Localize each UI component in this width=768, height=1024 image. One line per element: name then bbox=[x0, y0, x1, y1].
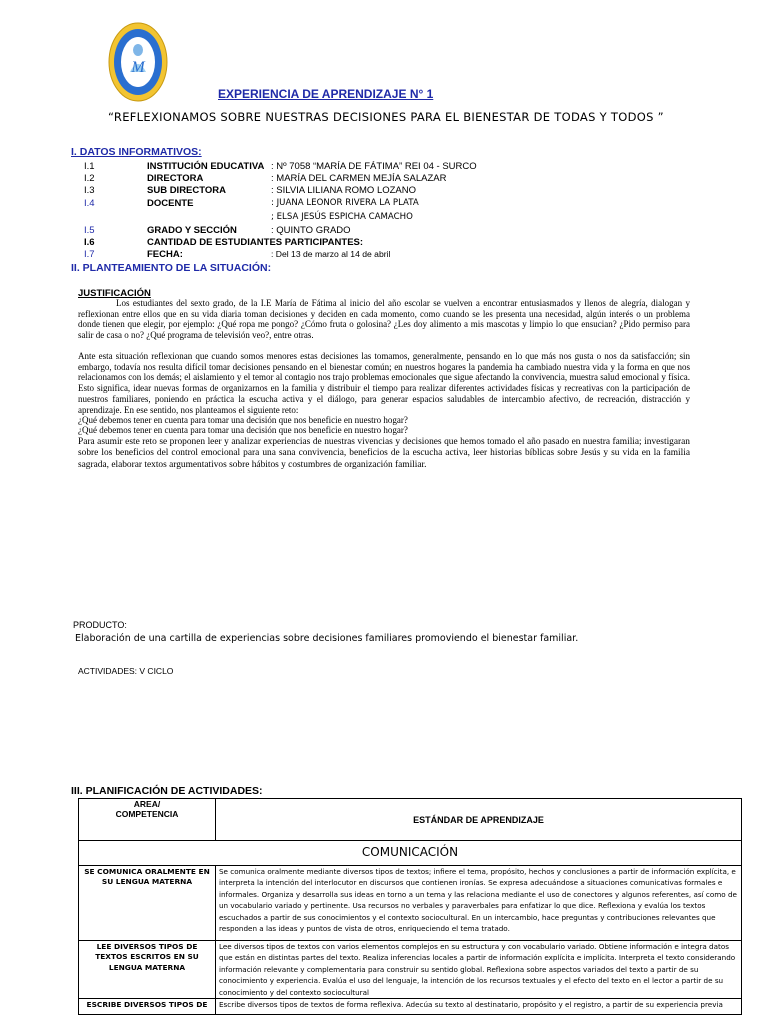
info-row-number: I.2 bbox=[84, 173, 95, 184]
info-row-value: : MARÍA DEL CARMEN MEJÍA SALAZAR bbox=[271, 173, 447, 184]
header-area-competency bbox=[79, 799, 216, 841]
info-row-value: : QUINTO GRADO bbox=[271, 225, 351, 236]
document-subtitle: “REFLEXIONAMOS SOBRE NUESTRAS DECISIONES PARA EL BIENESTAR DE TODAS Y TODOS ” bbox=[108, 110, 664, 124]
info-row-number: I.4 bbox=[84, 198, 95, 209]
info-row-label: FECHA: bbox=[147, 249, 183, 260]
section-planificacion-heading: III. PLANIFICACIÓN DE ACTIVIDADES: bbox=[71, 785, 263, 797]
info-row-label: GRADO Y SECCIÓN bbox=[147, 225, 237, 236]
info-row-label: INSTITUCIÓN EDUCATIVA bbox=[147, 161, 265, 172]
justification-heading: JUSTIFICACIÓN bbox=[78, 288, 151, 299]
info-row-value: : Nº 7058 “MARÍA DE FÁTIMA” REI 04 - SURCO bbox=[271, 161, 477, 172]
info-row-number: I.5 bbox=[84, 225, 95, 236]
table-row bbox=[79, 999, 742, 1015]
standard-cell: Se comunica oralmente mediante diversos tipos de textos; infiere el tema, propósito, hechos y conclusiones a partir de información explícita, e interpreta la intención del interlocutor en discursos que contienen ironías. Se expresa adecuándose a situaciones comunicativas formales e informales. Organiza y desarrolla sus ideas en torno a un tema y las relaciona mediante el uso de conectores y algunos referentes, así como de un vocabulario variado y pertinente. Usa recursos no verbales y paraverbales para enfatizar lo que dice. Reflexiona y evalúa los textos escuchados a partir de sus conocimientos y el contexto sociocultural. En un intercambio, hace preguntas y contribuciones relevantes que responden a las ideas y puntos de vista de otros, enriqueciendo el tema tratado. bbox=[216, 866, 742, 941]
challenge-question-1: ¿Qué debemos tener en cuenta para tomar una decisión que nos beneficie en nuestro hogar? bbox=[78, 415, 408, 425]
product-label: PRODUCTO: bbox=[73, 620, 127, 630]
standard-cell: Lee diversos tipos de textos con varios elementos complejos en su estructura y con vocabulario variado. Obtiene información e integra datos que están en distintas partes del texto. Realiza inferencias locales a partir de información explícita e implícita. Interpreta el texto considerando información relevante y complementaria para construir su sentido global. Reflexiona sobre aspectos variados del texto a partir de su conocimiento y experiencia. Evalúa el uso del lenguaje, la intención de los recursos textuales y el efecto del texto en el lector a partir de su conocimiento y del contexto sociocultural bbox=[216, 941, 742, 999]
product-text: Elaboración de una cartilla de experiencias sobre decisiones familiares promoviendo el bienestar familiar. bbox=[75, 633, 579, 644]
info-row-value: : SILVIA LILIANA ROMO LOZANO bbox=[271, 185, 417, 196]
info-row-value: ; ELSA JESÚS ESPICHA CAMACHO bbox=[271, 212, 413, 222]
justification-paragraph-1: Los estudiantes del sexto grado, de la I.E María de Fátima al inicio del año escolar se vuelven a encontrar entusiasmados y llenos de alegría, dialogan y reflexionan entre ellos que en su vida diaria toman decisiones y deciden en cada momento, como cuando se les presenta una necesidad, algún interés o un problema donde tienen que elegir, por ejemplo: ¿Qué ropa me pongo? ¿Cómo fruta o golosina? ¿Les doy alimento a mis mascotas y limpio lo que ensucian? ¿Pido permiso para salir de casa o no? ¿Qué programa de televisión veo?, entre otras. bbox=[78, 298, 690, 341]
info-row-label: DOCENTE bbox=[147, 198, 194, 209]
area-title-row bbox=[79, 841, 742, 866]
justification-paragraph-2: Ante esta situación reflexionan que cuando somos menores estas decisiones las tomamos, generalmente, pensando en lo que más nos gusta o nos da satisfacción; sin embargo, todavía nos resulta difícil tomar decisiones pensando en el bienestar común; en nuestros hogares la pandemia ha cambiado nuestra vida y la forma en que nos relacionamos con los demás; el aislamiento y el temor al contagio nos trajo problemas emocionales que sigue afectando la convivencia, muestra salud emocional y física. Esto significa, idear nuevas formas de organizarnos en la familia y distribuir el tiempo para realizar diferentes actividades físicas y recreativas con la participación de nuestros familiares, poniendo en práctica la escucha activa y el diálogo, para generar espacios saludables de intercambio afectivo, de recreación, distracción y aprendizaje. En ese sentido, nos planteamos el siguiente reto: bbox=[78, 351, 690, 415]
header-area-line1: AREA/ bbox=[133, 799, 161, 809]
info-row-number: I.6 bbox=[84, 237, 95, 248]
competency-cell: LEE DIVERSOS TIPOS DE TEXTOS ESCRITOS EN SU LENGUA MATERNA bbox=[79, 941, 216, 999]
challenge-question-2: ¿Qué debemos tener en cuenta para tomar una decisión que nos beneficie en nuestro hogar? bbox=[78, 425, 408, 435]
document-title: EXPERIENCIA DE APRENDIZAJE N° 1 bbox=[218, 87, 434, 101]
area-title-comunicacion: COMUNICACIÓN bbox=[79, 841, 742, 866]
info-row-number: I.1 bbox=[84, 161, 95, 172]
table-row bbox=[79, 941, 742, 999]
competency-cell: SE COMUNICA ORALMENTE EN SU LENGUA MATERNA bbox=[79, 866, 216, 941]
section-datos-informativos-heading: I. DATOS INFORMATIVOS: bbox=[71, 146, 202, 158]
table-header-row bbox=[79, 799, 742, 841]
info-row-label: DIRECTORA bbox=[147, 173, 204, 184]
info-row-label: CANTIDAD DE ESTUDIANTES PARTICIPANTES: bbox=[147, 237, 364, 248]
info-row-number: I.7 bbox=[84, 249, 95, 260]
info-row-label: SUB DIRECTORA bbox=[147, 185, 226, 196]
logo-monogram: M bbox=[131, 59, 145, 76]
table-row bbox=[79, 866, 742, 941]
planning-table bbox=[78, 798, 742, 1015]
section-planteamiento-heading: II. PLANTEAMIENTO DE LA SITUACIÓN: bbox=[71, 262, 272, 274]
competency-cell: ESCRIBE DIVERSOS TIPOS DE bbox=[79, 999, 216, 1015]
header-standard: ESTÁNDAR DE APRENDIZAJE bbox=[216, 799, 742, 841]
activities-label: ACTIVIDADES: V CICLO bbox=[78, 666, 174, 676]
standard-cell: Escribe diversos tipos de textos de forma reflexiva. Adecúa su texto al destinatario, propósito y el registro, a partir de su experiencia previa bbox=[216, 999, 742, 1015]
school-logo bbox=[108, 22, 168, 102]
info-row-number: I.3 bbox=[84, 185, 95, 196]
info-row-value: : JUANA LEONOR RIVERA LA PLATA bbox=[271, 198, 419, 208]
justification-paragraph-3: Para asumir este reto se proponen leer y analizar experiencias de nuestras vivencias y decisiones que hemos tomado el año pasado en nuestra familia; investigaran sobre los beneficios del control emocional para una sana convivencia, beneficios de la escucha activa, leer historias bíblicas sobre Jesús y su vida en la familia sagrada, elaborar textos argumentativos sobre hábitos y costumbres de organización familiar. bbox=[78, 437, 690, 470]
header-area-line2: COMPETENCIA bbox=[115, 809, 179, 819]
info-row-value: : Del 13 de marzo al 14 de abril bbox=[271, 249, 391, 259]
